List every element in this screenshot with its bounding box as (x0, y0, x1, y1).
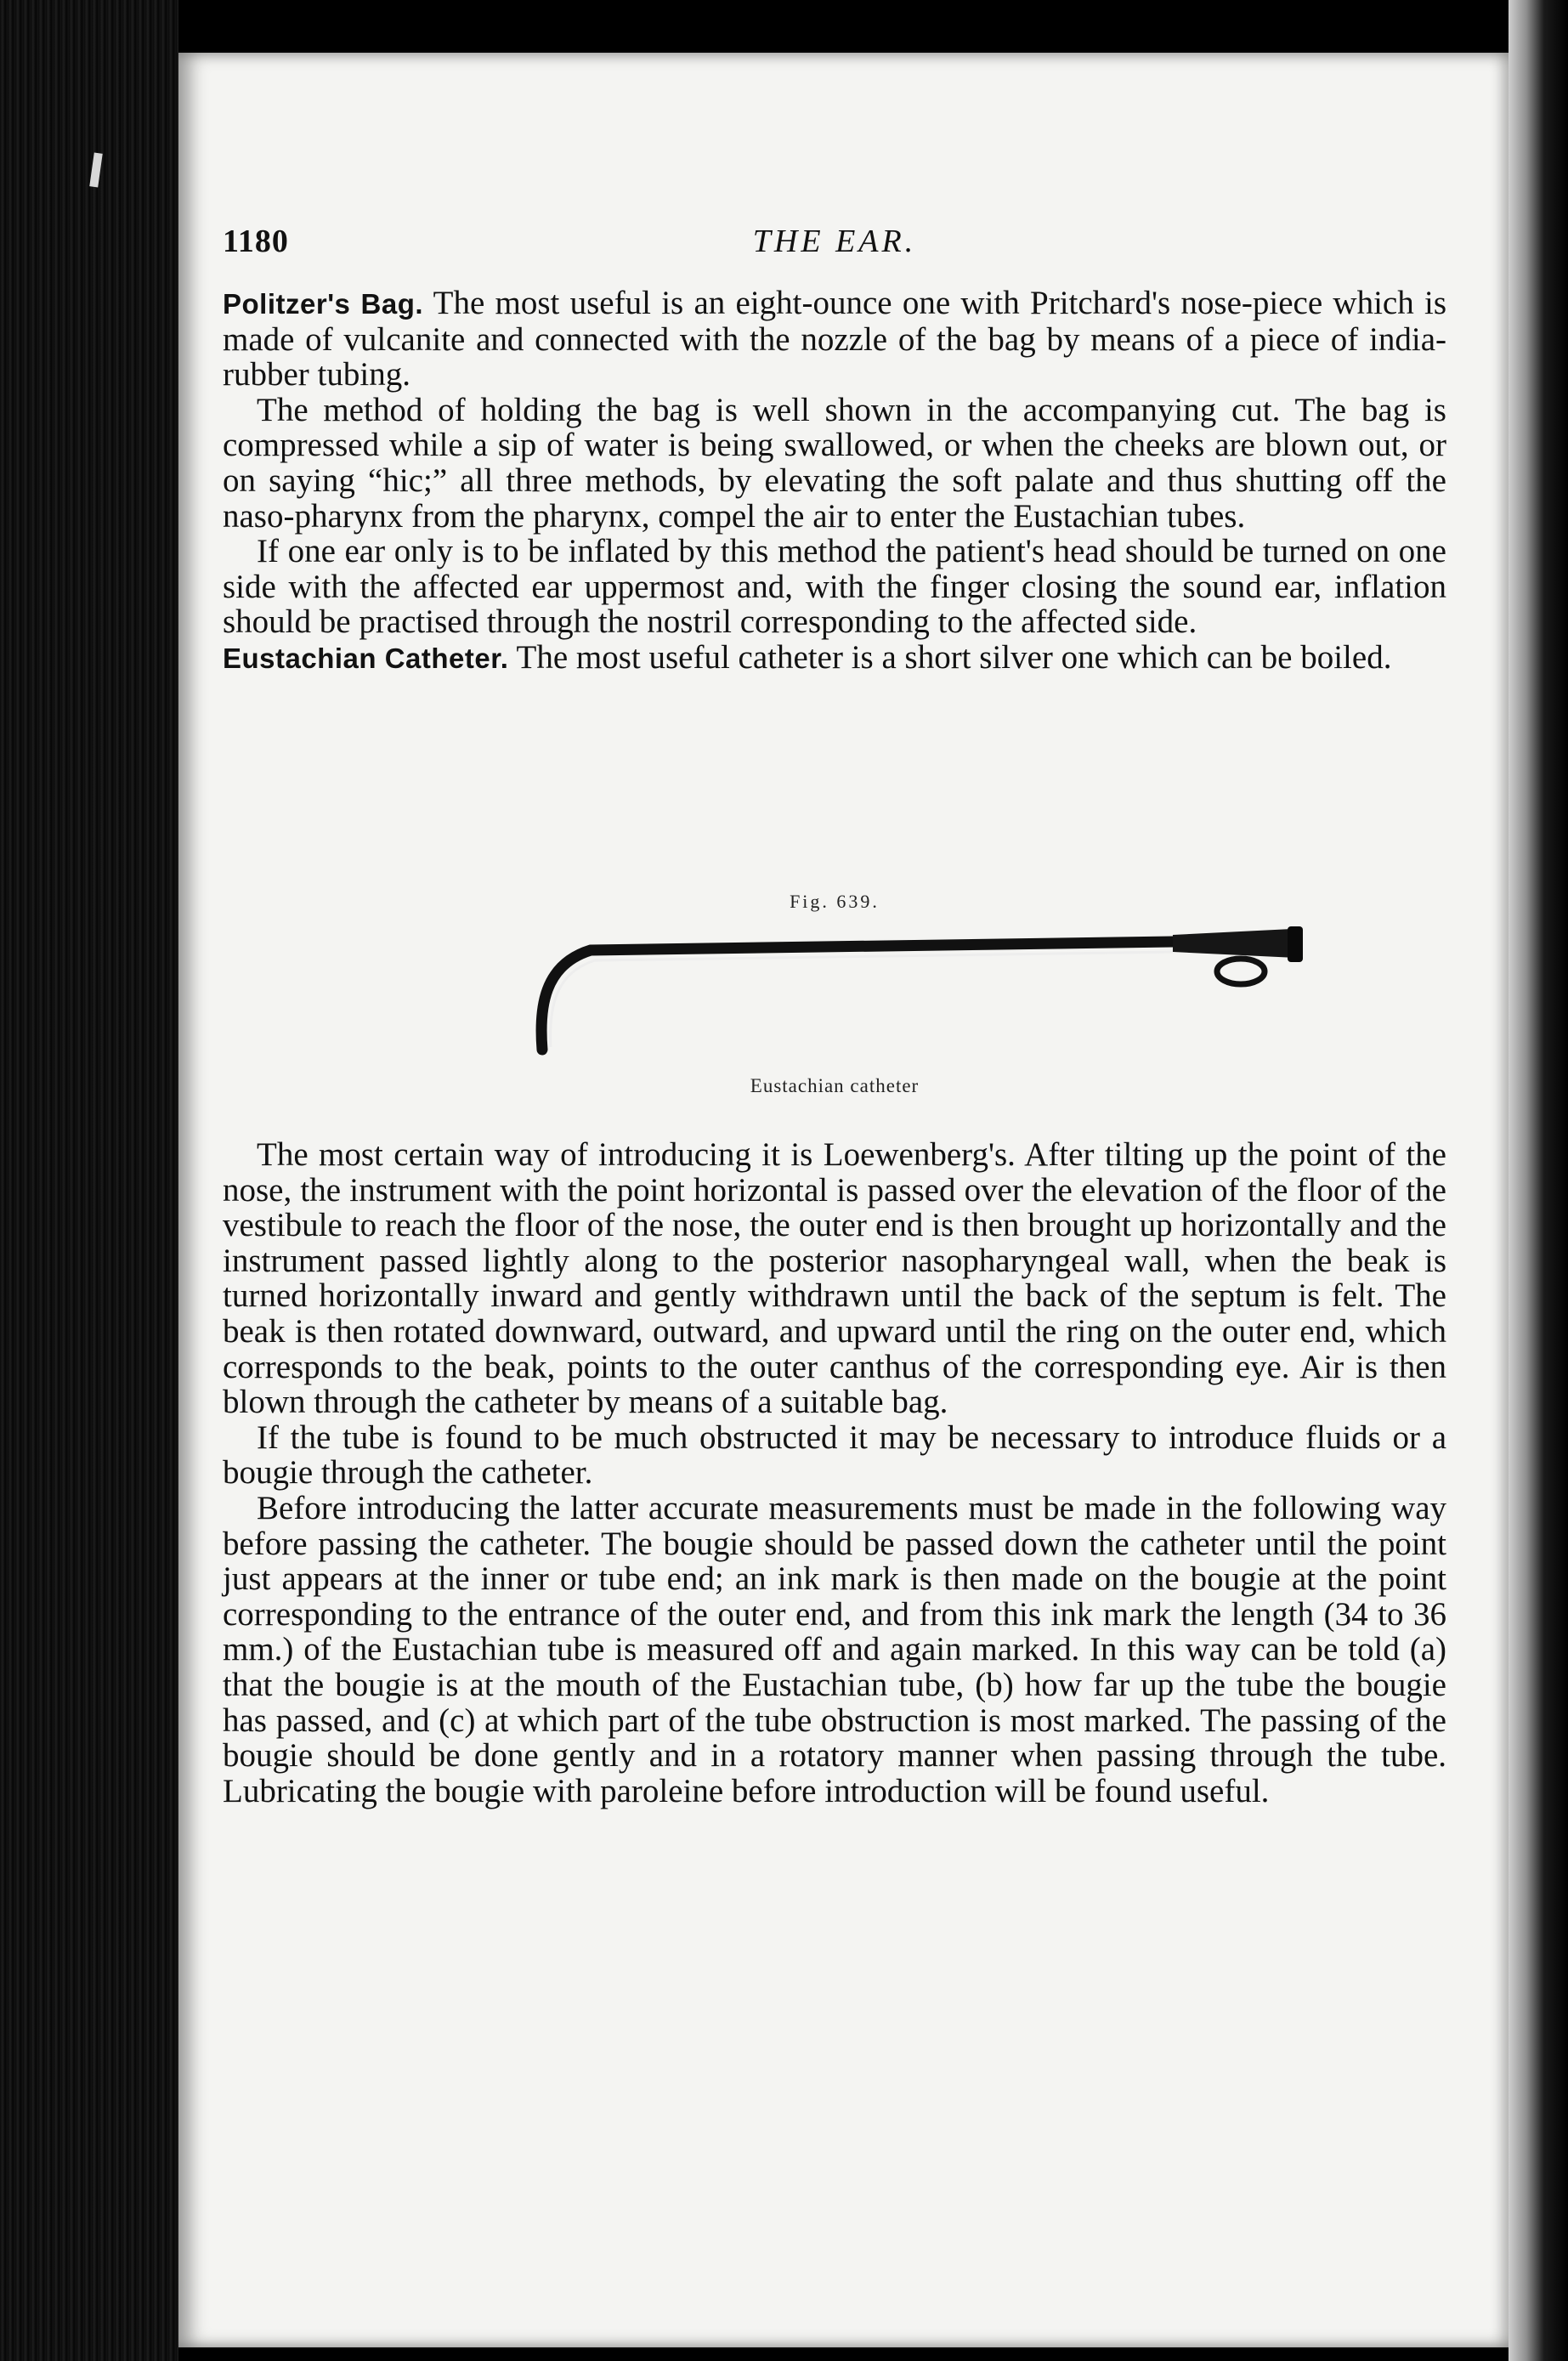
section-heading: Eustachian Catheter. (223, 642, 509, 674)
text-block-top (223, 286, 1446, 677)
paragraph-eustachian-catheter (223, 640, 1446, 677)
paragraph: The method of holding the bag is well shown in the accompanying cut. The bag is compressed while a sip of water is being swallowed, or when the cheeks are blown out, or on saying “hic;” all three methods, by elevating the soft palate and thus shutting off the naso-pharynx from the pharynx, compel the air to enter the Eustachian tubes. (223, 391, 1446, 535)
page-number: 1180 (223, 224, 289, 259)
book-spine (0, 0, 178, 2361)
section-heading: Politzer's Bag. (223, 288, 424, 320)
figure-caption: Eustachian catheter (750, 1075, 920, 1096)
figure-label: Fig. 639. (790, 891, 880, 912)
paragraph-text: The most useful catheter is a short silver one which can be boiled. (516, 638, 1392, 676)
paragraph: If one ear only is to be inflated by this method the patient's head should be turned on one side with the affected ear uppermost and, with the finger closing the sound ear, inflation should be practised through the nostril corresponding to the affected side. (223, 533, 1446, 641)
page-edge (1509, 0, 1568, 2361)
paragraph: If the tube is found to be much obstructed it may be necessary to introduce fluids or a bougie through the catheter. (223, 1418, 1446, 1492)
paragraph-text: The most useful is an eight-ounce one with Pritchard's nose-piece which is made of vulcanite and connected with the nozzle of the bag by means of a piece of india-rubber tubing. (223, 285, 1447, 394)
paragraph-politzers-bag (223, 286, 1446, 393)
running-title: THE EAR. (752, 224, 917, 259)
page-header (223, 223, 1446, 274)
paragraph: The most certain way of introducing it is Loewenberg's. After tilting up the point of the nose, the instrument with the point horizontal is passed over the elevation of the floor of the vestibule to reach the floor of the nose, the outer end is then brought up horizontally and the instrument passed lightly along to the posterior nasopharyngeal wall, when the beak is turned horizontally inward and gently withdrawn until the back of the septum is felt. The beak is then rotated downward, outward, and upward until the ring on the outer end, which corresponds to the beak, points to the outer canthus of the corresponding eye. Air is then blown through the catheter by means of a suitable bag. (223, 1136, 1446, 1421)
paragraph: Before introducing the latter accurate measurements must be made in the following way before passing the catheter. The bougie should be passed down the catheter until the point just appears at the inner or tube end; an ink mark is then made on the bougie at the point corresponding to the entrance of the outer end, and from this ink mark the length (34 to 36 mm.) of the Eustachian tube is measured off and again marked. In this way can be told (a) that the bougie is at the mouth of the Eustachian tube, (b) how far up the tube the bougie has passed, and (c) at which part of the tube obstruction is most marked. The passing of the bougie should be done gently and in a rotatory manner when passing through the tube. Lubricating the bougie with paroleine before introduction will be found useful. (223, 1489, 1446, 1809)
text-block-bottom (223, 1137, 1446, 1809)
catheter-illustration (527, 926, 1326, 1062)
